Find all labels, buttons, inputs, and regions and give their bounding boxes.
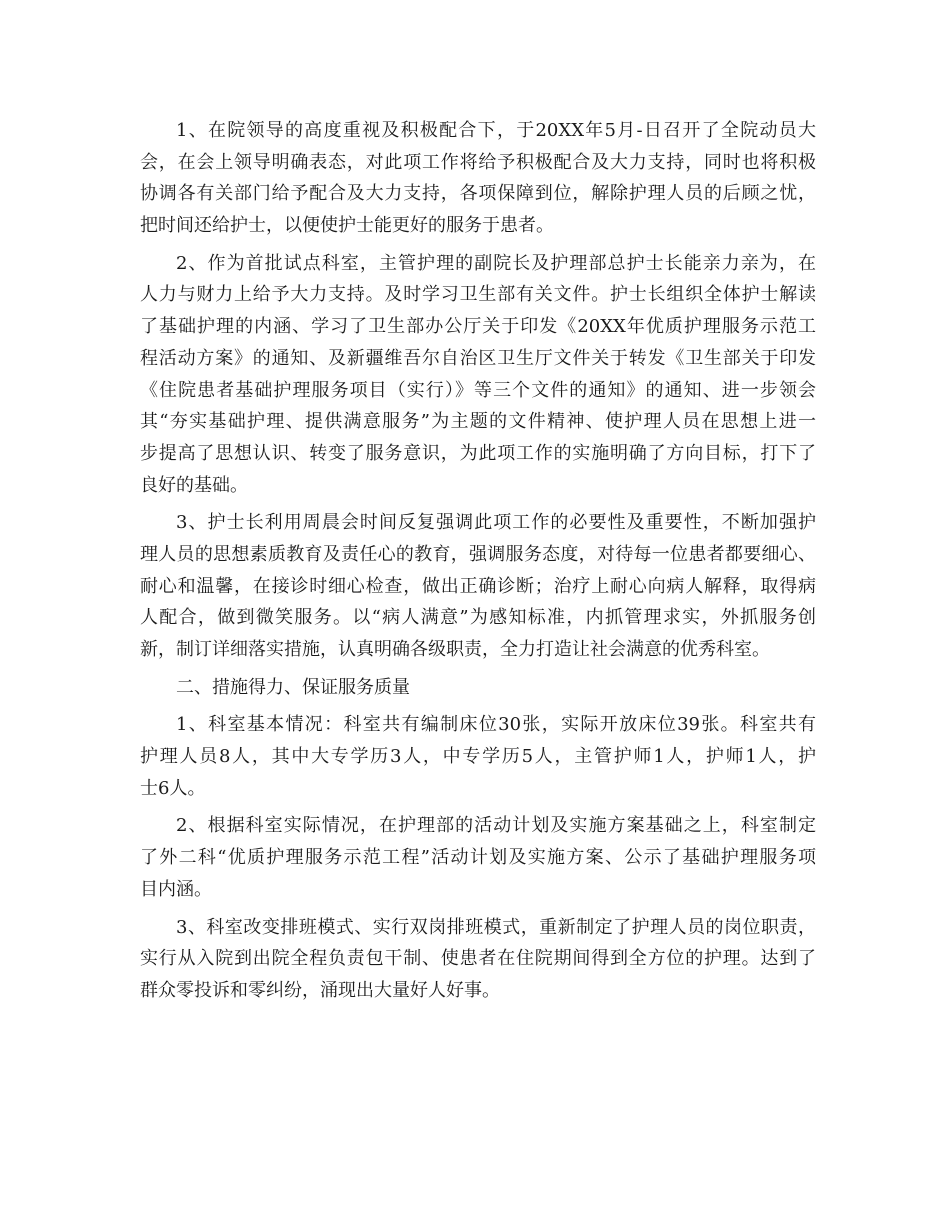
- paragraph-4: [140, 709, 816, 804]
- paragraph-5: [140, 810, 816, 905]
- paragraph-2: [140, 248, 816, 502]
- text-line: 了基础护理的内涵、学习了卫生部办公厅关于印发《20XX年优质护理服务示范工: [140, 316, 816, 338]
- text-line: 程活动方案》的通知、及新疆维吾尔自治区卫生厅文件关于转发《卫生部关于印发: [140, 347, 816, 369]
- document-body: [140, 115, 816, 1013]
- text-line: 实行从入院到出院全程负责包干制、使患者在住院期间得到全方位的护理。达到了: [140, 948, 816, 970]
- paragraph-1: [140, 115, 816, 242]
- text-line: 理人员的思想素质教育及责任心的教育，强调服务态度，对待每一位患者都要细心、: [140, 543, 816, 565]
- text-line: 群众零投诉和零纠纷，涌现出大量好人好事。: [140, 979, 500, 1001]
- text-line: 步提高了思想认识、转变了服务意识，为此项工作的实施明确了方向目标，打下了: [140, 442, 816, 464]
- text-line: 目内涵。: [140, 878, 212, 900]
- text-line: 《住院患者基础护理服务项目（实行）》等三个文件的通知》的通知、进一步领会: [140, 379, 816, 401]
- paragraph-6: [140, 912, 816, 1007]
- text-line: 人配合，做到微笑服务。以“病人满意”为感知标准，内抓管理求实，外抓服务创: [140, 607, 816, 629]
- text-line: 2、作为首批试点科室，主管护理的副院长及护理部总护士长能亲力亲为，在: [176, 252, 816, 274]
- text-line: 1、科室基本情况：科室共有编制床位30张，实际开放床位39张。科室共有: [176, 714, 816, 736]
- text-line: 协调各有关部门给予配合及大力支持，各项保障到位，解除护理人员的后顾之忧，: [140, 183, 816, 205]
- text-line: 2、根据科室实际情况，在护理部的活动计划及实施方案基础之上，科室制定: [176, 815, 816, 837]
- text-line: 会，在会上领导明确表态，对此项工作将给予积极配合及大力支持，同时也将积极: [140, 151, 816, 173]
- paragraph-3: [140, 507, 816, 665]
- text-line: 3、护士长利用周晨会时间反复强调此项工作的必要性及重要性，不断加强护: [176, 512, 816, 534]
- text-line: 3、科室改变排班模式、实行双岗排班模式，重新制定了护理人员的岗位职责，: [176, 916, 816, 938]
- text-line: 其“夯实基础护理、提供满意服务”为主题的文件精神、使护理人员在思想上进一: [140, 411, 816, 433]
- section-heading-text: 二、措施得力、保证服务质量: [176, 676, 410, 698]
- text-line: 1、在院领导的高度重视及积极配合下，于20XX年5月-日召开了全院动员大: [176, 120, 816, 141]
- section-heading: [140, 672, 816, 704]
- text-line: 了外二科“优质护理服务示范工程”活动计划及实施方案、公示了基础护理服务项: [140, 847, 816, 869]
- text-line: 护理人员8人，其中大专学历3人，中专学历5人，主管护师1人，护师1人，护: [140, 746, 816, 768]
- text-line: 良好的基础。: [140, 474, 248, 496]
- text-line: 耐心和温馨，在接诊时细心检查，做出正确诊断；治疗上耐心向病人解释，取得病: [140, 575, 816, 597]
- text-line: 把时间还给护士，以便使护士能更好的服务于患者。: [140, 215, 554, 237]
- text-line: 士6人。: [140, 777, 206, 799]
- text-line: 新，制订详细落实措施，认真明确各级职责，全力打造让社会满意的优秀科室。: [140, 639, 770, 660]
- text-line: 人力与财力上给予大力支持。及时学习卫生部有关文件。护士长组织全体护士解读: [140, 284, 816, 306]
